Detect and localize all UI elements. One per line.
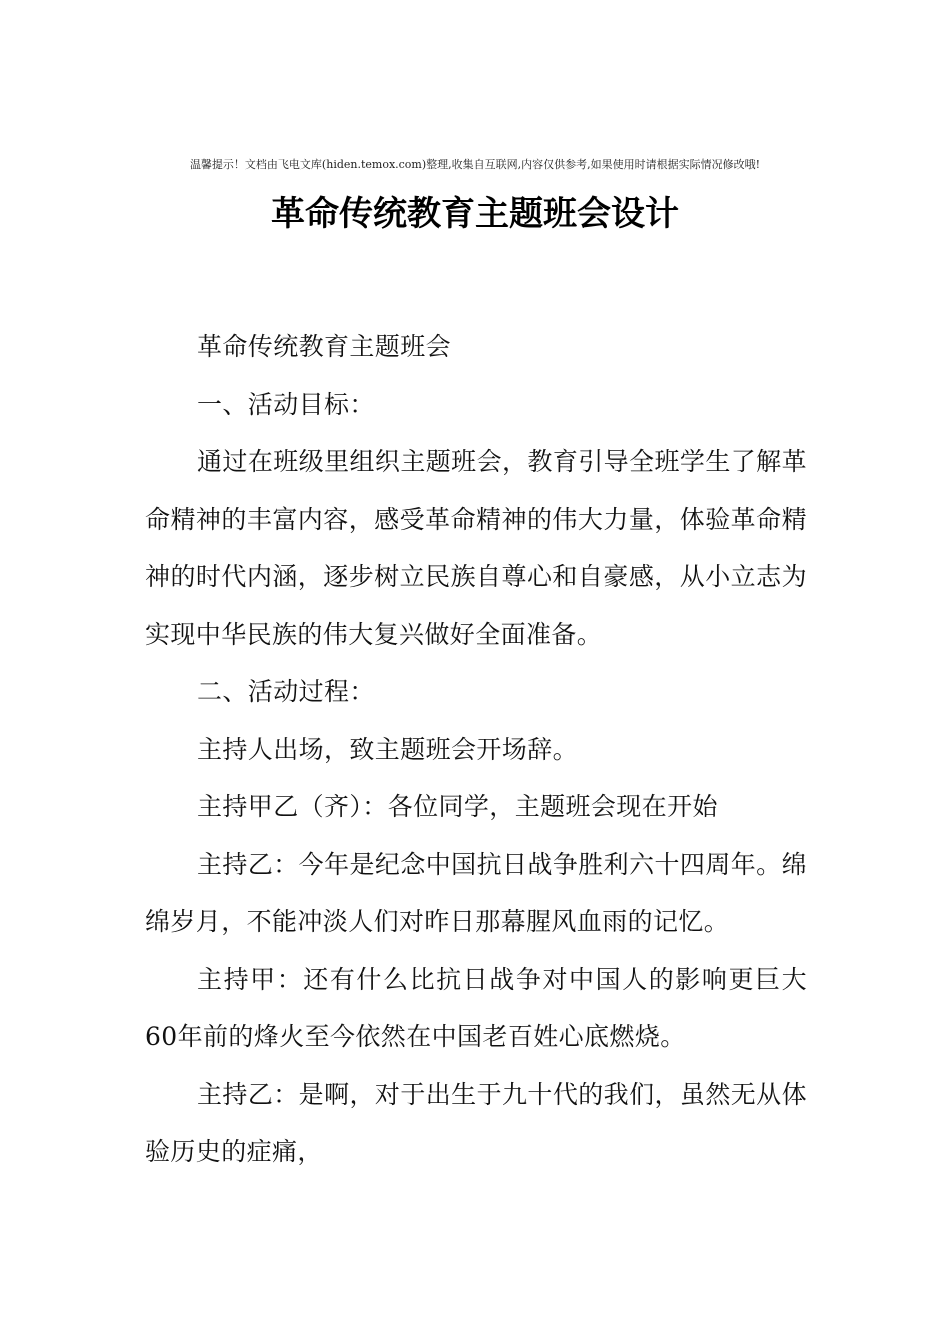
body-paragraph: 主持乙：今年是纪念中国抗日战争胜利六十四周年。绵绵岁月，不能冲淡人们对昨日那幕腥风血雨的记忆。 xyxy=(145,849,807,936)
goals-paragraph: 通过在班级里组织主题班会，教育引导全班学生了解革命精神的丰富内容，感受革命精神的伟大力量，体验革命精神的时代内涵，逐步树立民族自尊心和自豪感，从小立志为实现中华民族的伟大复兴做好全面准备。 xyxy=(145,447,807,649)
section-heading-goals: 一、活动目标： xyxy=(197,389,375,419)
document-title: 革命传统教育主题班会设计 xyxy=(271,194,679,234)
document-body xyxy=(145,318,807,1181)
subtitle-paragraph: 革命传统教育主题班会 xyxy=(197,332,452,361)
body-paragraph: 主持人出场，致主题班会开场辞。 xyxy=(197,734,579,764)
body-paragraph: 主持甲：还有什么比抗日战争对中国人的影响更巨大60年前的烽火至今依然在中国老百姓心底燃烧。 xyxy=(145,964,807,1051)
body-paragraph: 主持乙：是啊，对于出生于九十代的我们，虽然无从体验历史的症痛， xyxy=(145,1079,807,1166)
section-heading-process: 二、活动过程： xyxy=(197,677,375,706)
body-paragraph: 主持甲乙（齐）：各位同学，主题班会现在开始 xyxy=(197,792,718,821)
header-notice: 温馨提示！文档由飞电文库(hiden.temox.com)整理,收集自互联网,内容仅供参考,如果使用时请根据实际情况修改哦! xyxy=(189,158,761,171)
